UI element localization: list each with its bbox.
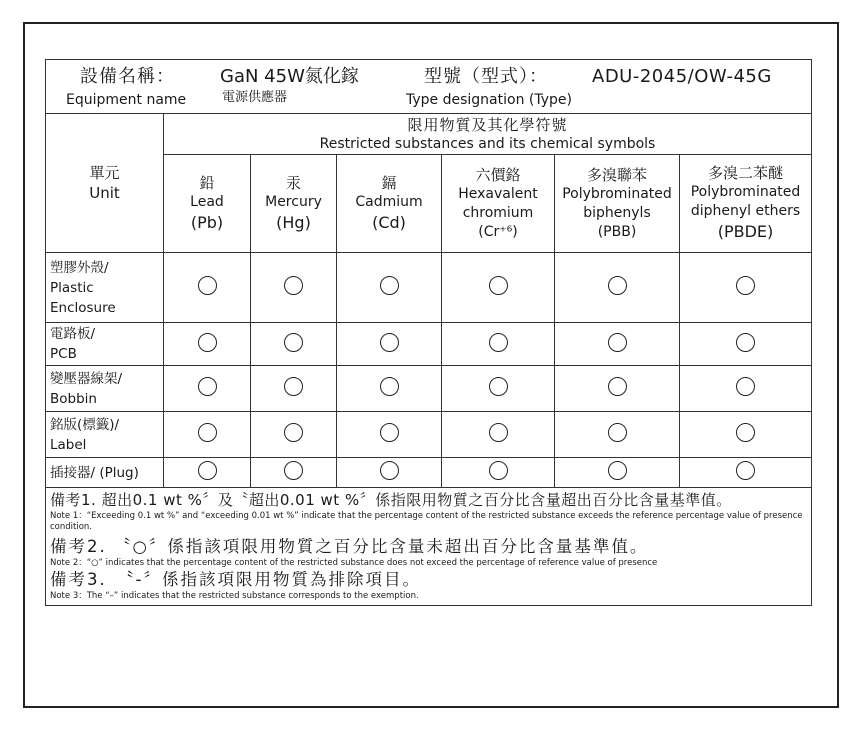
substances-header	[164, 114, 812, 155]
row-label-line: 塑膠外殼/	[50, 259, 109, 276]
circle-mark	[680, 323, 812, 366]
unit-header-en: Unit	[89, 184, 120, 202]
column-pbde-en2: diphenyl ethers	[690, 203, 801, 219]
column-lead-symbol: (Pb)	[190, 212, 224, 232]
circle-mark	[251, 412, 337, 458]
row-label-line: Enclosure	[50, 299, 116, 316]
column-lead-en: Lead	[190, 193, 224, 210]
circle-mark	[555, 366, 680, 412]
rohs-table	[45, 59, 812, 606]
circle-mark	[164, 458, 251, 488]
circle-mark	[164, 323, 251, 366]
circle-mark	[164, 412, 251, 458]
circle-mark	[442, 323, 555, 366]
substances-header-en: Restricted substances and its chemical symbols	[319, 135, 656, 152]
column-cadmium-symbol: (Cd)	[372, 212, 406, 232]
column-mercury-symbol: (Hg)	[276, 212, 311, 232]
column-lead	[164, 155, 251, 253]
circle-mark	[555, 412, 680, 458]
column-pbb-zh: 多溴聯苯	[586, 165, 647, 184]
table-row	[46, 412, 812, 458]
row-part-name	[46, 458, 164, 488]
column-cadmium-zh: 鎘	[381, 173, 397, 192]
column-chromium-en: Hexavalent	[458, 185, 538, 202]
circle-mark	[680, 458, 812, 488]
column-cadmium	[337, 155, 442, 253]
note-1-zh: 備考1. 超出0.1 wt %〞及〝超出0.01 wt %〞係指限用物質之百分比含量超出百分比含量基準值。	[50, 491, 732, 509]
row-label-line: 變壓器線架/	[50, 370, 123, 387]
column-lead-zh: 鉛	[199, 173, 215, 192]
equipment-value-zh: 電源供應器	[222, 90, 288, 105]
circle-mark	[442, 253, 555, 323]
note-1-en: Note 1：“Exceeding 0.1 wt %” and “exceeding 0.01 wt %” indicate that the percentage content of the restricted substance exceeds the reference percentage value of presence condition.	[50, 511, 803, 532]
note-2-en: Note 2：“○” indicates that the percentage content of the restricted substance does not exceed the percentage of reference value of presence	[50, 558, 658, 568]
row-part-name	[46, 323, 164, 366]
circle-mark	[251, 366, 337, 412]
notes-section	[46, 488, 812, 606]
row-label-line: 電路板/	[50, 326, 96, 342]
circle-mark	[251, 253, 337, 323]
equipment-label-zh: 設備名稱：	[80, 66, 175, 87]
row-label-line: PCB	[50, 346, 77, 362]
circle-mark	[680, 366, 812, 412]
column-pbb	[555, 155, 680, 253]
table-row	[46, 366, 812, 412]
type-label-en: Type designation (Type)	[406, 92, 572, 108]
row-label-line: 銘版(標籤)/	[50, 416, 120, 433]
circle-mark	[555, 323, 680, 366]
table-row	[46, 253, 812, 323]
column-pbb-symbol: (PBB)	[597, 223, 637, 240]
equipment-value: GaN 45W氮化鎵	[220, 66, 359, 87]
circle-mark	[337, 323, 442, 366]
column-hexavalent-chromium	[442, 155, 555, 253]
column-pbde-en: Polybrominated	[690, 184, 801, 200]
equipment-label-en: Equipment name	[66, 92, 187, 108]
column-pbde	[680, 155, 812, 253]
circle-mark	[680, 253, 812, 323]
column-cadmium-en: Cadmium	[355, 193, 423, 210]
row-label-line: Label	[50, 436, 87, 453]
unit-header	[46, 114, 164, 253]
circle-mark	[680, 412, 812, 458]
column-chromium-en2: chromium	[462, 204, 534, 221]
type-value: ADU-2045/OW-45G	[592, 66, 772, 87]
column-pbde-symbol: (PBDE)	[717, 222, 774, 241]
column-pbb-en2: biphenyls	[583, 204, 651, 221]
row-part-name	[46, 253, 164, 323]
circle-mark	[337, 412, 442, 458]
row-label-line: Plastic	[50, 279, 94, 296]
row-label-line: Bobbin	[50, 390, 97, 407]
type-label-zh: 型號（型式）：	[424, 66, 548, 87]
circle-mark	[442, 412, 555, 458]
circle-mark	[164, 366, 251, 412]
circle-mark	[337, 253, 442, 323]
row-part-name	[46, 366, 164, 412]
circle-mark	[442, 458, 555, 488]
column-chromium-symbol: (Cr⁺⁶)	[478, 223, 518, 240]
circle-mark	[164, 253, 251, 323]
column-chromium-zh: 六價鉻	[475, 165, 521, 184]
substances-header-zh: 限用物質及其化學符號	[407, 115, 568, 134]
column-mercury-zh: 汞	[285, 173, 301, 192]
column-mercury	[251, 155, 337, 253]
note-2-zh: 備考2. 〝○〞係指該項限用物質之百分比含量未超出百分比含量基準值。	[50, 537, 649, 556]
table-row	[46, 458, 812, 488]
column-mercury-en: Mercury	[265, 193, 322, 210]
note-3-en: Note 3：The “–” indicates that the restricted substance corresponds to the exemption.	[50, 591, 419, 601]
circle-mark	[442, 366, 555, 412]
row-label-line: 插接器/ (Plug)	[50, 464, 139, 481]
circle-mark	[251, 458, 337, 488]
circle-mark	[555, 458, 680, 488]
note-3-zh: 備考3. 〝-〞係指該項限用物質為排除項目。	[50, 570, 421, 589]
circle-mark	[251, 323, 337, 366]
column-pbde-zh: 多溴二苯醚	[708, 164, 784, 182]
row-part-name	[46, 412, 164, 458]
circle-mark	[337, 366, 442, 412]
table-row	[46, 323, 812, 366]
circle-mark	[337, 458, 442, 488]
unit-header-zh: 單元	[89, 164, 120, 182]
column-pbb-en: Polybrominated	[562, 185, 672, 202]
equipment-header	[46, 60, 812, 114]
circle-mark	[555, 253, 680, 323]
